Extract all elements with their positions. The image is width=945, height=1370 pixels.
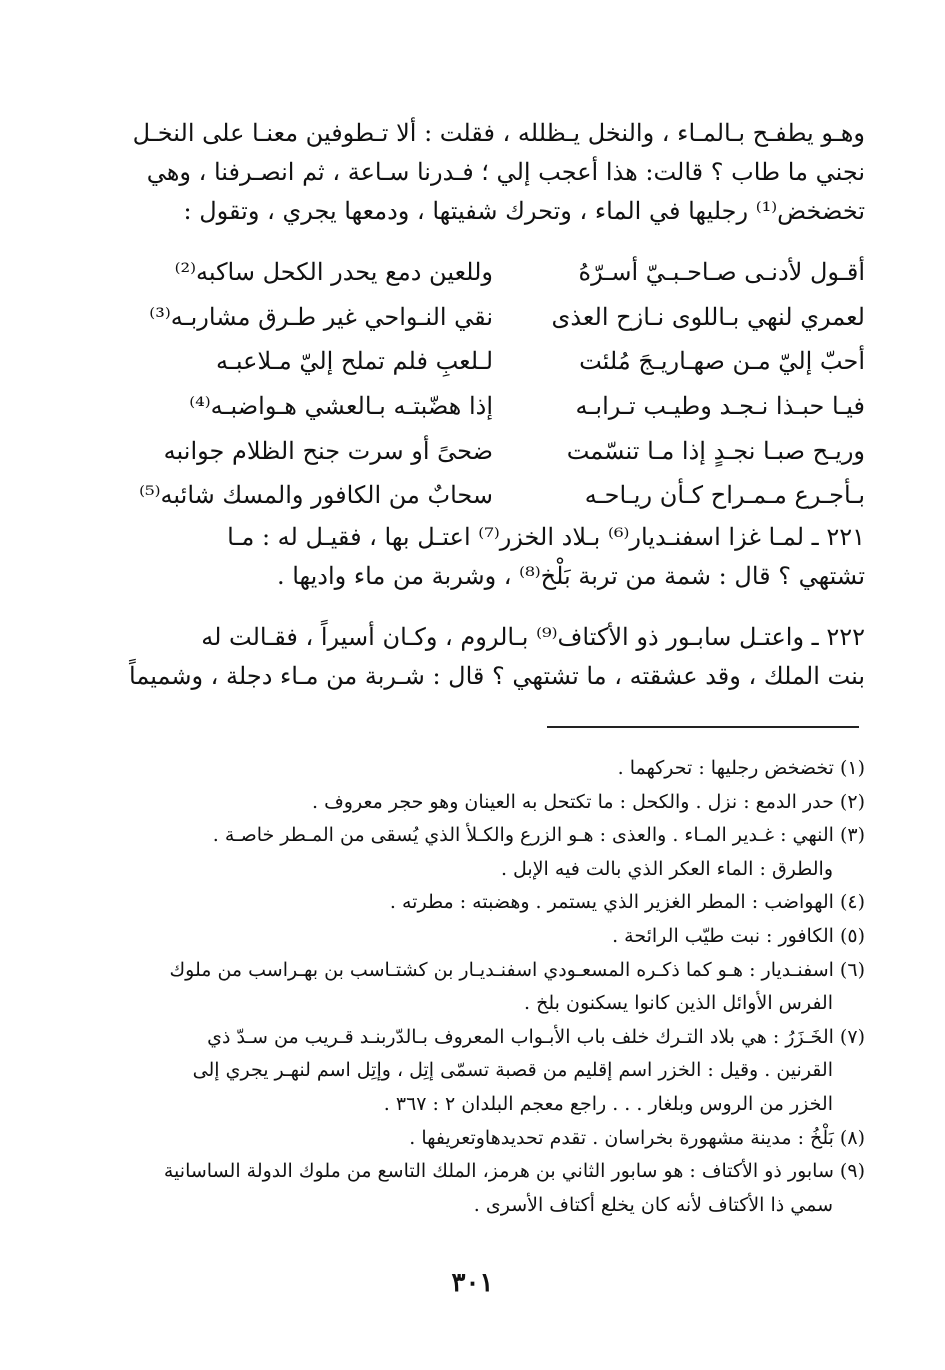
footnote-line: (١) تخضخض رجليها : تحركهما .: [617, 757, 865, 779]
footnote-line: والطرق : الماء العكر الذي بالت فيه الإبل .: [500, 857, 833, 880]
footnote-1: [153, 752, 865, 786]
verse-first-hemistich: أقـول لأدنـى صـاحـبـيّ أسـرّهُ: [578, 258, 865, 287]
footnote-line: (٧) الخَـزَرُ : هي بلاد التـرك خلف باب الأبـواب المعروف بـالدّربنـد قـريب من سـدّ ذي: [207, 1025, 865, 1048]
verse-second-hemistich: ضحىً أو سرت جنح الظلام جوانبه: [163, 436, 493, 465]
verse-second-hemistich: نقي النـواحي غير طـرق مشاربـه⁽³⁾: [149, 302, 493, 331]
poem-verse: [153, 250, 865, 295]
footnote-line: (٦) اسفنـديار : هـو كما ذكـره المسعـودي اسفنـديـار بن كشتـاسب بن بهـراسب من ملوك: [169, 958, 865, 981]
footnote-line: الخزر من الروس وبلغار . . . راجع معجم البلدان ٢ : ٣٦٧ .: [383, 1092, 833, 1115]
footnote-9: [153, 1155, 865, 1222]
footnote-line: (٩) سابور ذو الأكتاف : هو سابور الثاني بن هرمز، الملك التاسع من ملوك الدولة الساسانية: [163, 1160, 865, 1183]
poem-verse: [139, 473, 865, 518]
footnote-3: [153, 819, 865, 886]
verse-first-hemistich: أحبّ إليّ مـن صهـاريـجَ مُلئت: [579, 347, 865, 376]
footnote-line: سمي ذا الأكتاف لأنه كان يخلع أكتاف الأسرى .: [473, 1193, 833, 1216]
poem-verse: [149, 295, 865, 340]
poem-verse: [153, 428, 865, 473]
intro-line: نجني ما طاب ؟ قالت: هذا أعجب إلي ؛ فـدرنا سـاعة ، ثم انصـرفنا ، وهي: [146, 158, 865, 186]
footnote-line: (٣) النهي : غـدير المـاء . والعذى : هـو الزرع والكـلأ الذي يُسقى من المـطر خاصـة .: [212, 824, 865, 847]
footnote-line: (٥) الكافور : نبت طيّب الرائحة .: [612, 924, 865, 947]
footnote-6: [153, 954, 865, 1021]
verse-first-hemistich: لعمري لنهي بـاللوى نـازح العذى: [551, 302, 865, 331]
paragraph-line: تشتهي ؟ قال : شمة من تربة بَلْخ⁽⁸⁾ ، وشربة من ماء واديها .: [276, 562, 865, 590]
footnote-line: (٨) بَلْخُ : مدينة مشهورة بخراسان . تقدم تحديدهاوتعريفها .: [409, 1126, 865, 1149]
intro-line: تخضخض⁽¹⁾ رجليها في الماء ، وتحرك شفيتها ، ودمعها يجري ، وتقول :: [183, 197, 865, 225]
poem-verse: [153, 339, 865, 384]
verse-second-hemistich: وللعين دمع يحدر الكحل ساكبه⁽²⁾: [174, 258, 493, 287]
footnote-4: [153, 886, 865, 920]
footnote-5: [153, 920, 865, 954]
footnote-line: القرنين . وقيل : الخزر اسم إقليم من قصبة تسمّى إتِل ، وإتِل اسم لنهـر يجري إلى: [192, 1059, 833, 1082]
verse-second-hemistich: إذا هضّبتـه بـالعشي هـواضبـه⁽⁴⁾: [189, 392, 493, 421]
paragraph-line: بنت الملك ، وقد عشقته ، ما تشتهي ؟ قال : شـربة من مـاء دجلة ، وشميماً: [129, 662, 865, 690]
intro-paragraph: [132, 114, 865, 231]
verse-second-hemistich: لـلعبِ فلم تملح إليّ مـلاعبـه: [216, 347, 493, 376]
verse-first-hemistich: بـأجـرع مـمـراح كـأن ريـاحـه: [584, 481, 865, 510]
poem: [139, 250, 865, 518]
paragraph-line: ٢٢٢ ـ واعتـل سابـور ذو الأكتاف⁽⁹⁾ بـالروم ، وكـان أسيراً ، فقـالت له: [201, 623, 865, 651]
intro-line: وهـو يطفـح بـالمـاء ، والنخل يـظلله ، فقلت : ألا تـطوفين معنـا على النخـل: [132, 119, 865, 147]
paragraph-222: [129, 618, 865, 696]
footnote-line: (٢) حدر الدمع : نزل . والكحل : ما تكتحل به العينان وهو حجر معروف .: [312, 790, 865, 813]
footnote-line: (٤) الهواضب : المطر الغزير الذي يستمر . وهضبته : مطرته .: [389, 891, 865, 914]
footnote-2: [153, 786, 865, 820]
poem-verse: [153, 384, 865, 429]
footnotes: [153, 752, 865, 1222]
footnote-7: [153, 1021, 865, 1122]
paragraph-221: [153, 518, 865, 596]
verse-first-hemistich: فيـا حبـذا نـجـد وطيـب تـرابـه: [575, 392, 865, 421]
verse-first-hemistich: وريـح صبـا نجـدٍ إذا مـا تنسّمت: [566, 436, 865, 465]
footnote-8: [153, 1122, 865, 1156]
page-number: ٣٠١: [451, 1268, 494, 1298]
footnote-divider: [547, 726, 859, 728]
footnote-line: الفرس الأوائل الذين كانوا يسكنون بلخ .: [524, 992, 833, 1015]
paragraph-line: ٢٢١ ـ لمـا غزا اسفنـديار⁽⁶⁾ بـلاد الخزر⁽⁷⁾ اعتـل بها ، فقيـل له : مـا: [227, 523, 865, 551]
verse-second-hemistich: سحابٌ من الكافور والمسك شائبه⁽⁵⁾: [139, 481, 493, 510]
